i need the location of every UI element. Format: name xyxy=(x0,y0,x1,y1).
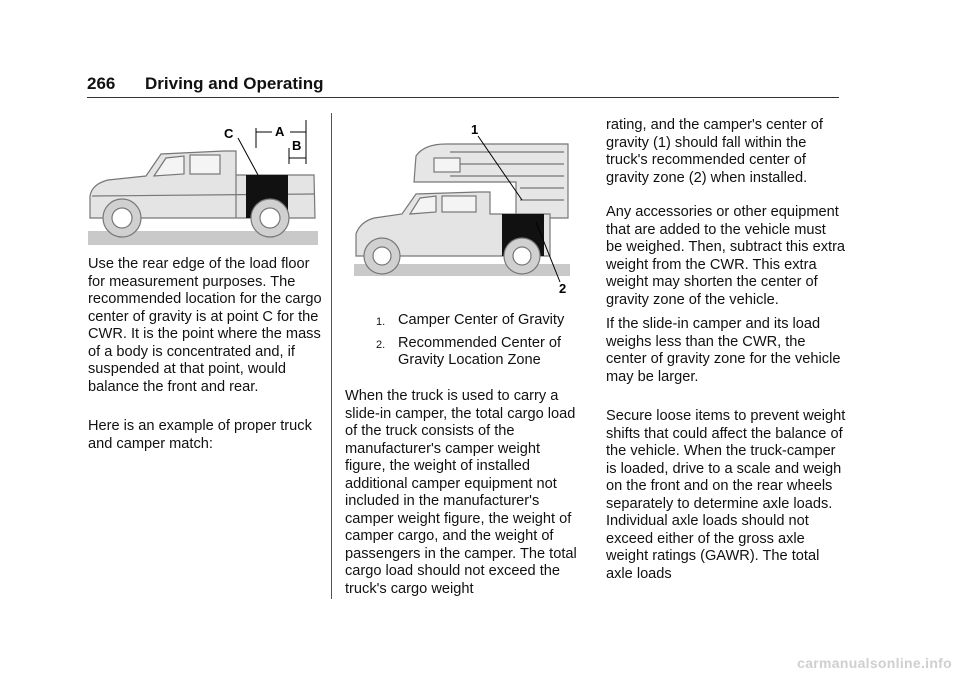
legend-item-2 xyxy=(370,335,585,370)
label-2: 2 xyxy=(559,281,567,294)
paragraph-total-cargo: When the truck is used to carry a slide-in camper, the total cargo load of the truck consists of the manufacturer's camper weight figure, the weight of installed additional camper equipment not included in the manufacturer's camper weight figure, the weight of camper cargo, and the weight of passengers in the camper. The total cargo load should not exceed the truck's cargo weight xyxy=(345,388,577,597)
paragraph-lighter-camper: If the slide-in camper and its load weighs less than the CWR, the center of gravity zone for the vehicle may be larger. xyxy=(606,316,841,385)
watermark[interactable]: carmanualsonline.info xyxy=(797,655,952,671)
label-1: 1 xyxy=(471,122,479,137)
legend-number: 2. xyxy=(376,338,386,351)
label-a: A xyxy=(275,124,285,139)
truck-camper-diagram xyxy=(350,122,582,294)
paragraph-secure-items: Secure loose items to prevent weight shifts that could affect the balance of the vehicle. When the truck-camper is loaded, drive to a scale and weigh on the front and on the rear wheels separately to determine axle loads. Individual axle loads should not exceed either of the gross axle weight ratings (GAWR). The total axle loads xyxy=(606,408,846,582)
legend-text: Camper Center of Gravity xyxy=(398,312,565,328)
legend-item-1 xyxy=(370,312,585,330)
page-header xyxy=(87,70,839,100)
legend-number: 1. xyxy=(376,316,386,328)
pickup-truck-drawing xyxy=(90,151,315,237)
column-divider xyxy=(331,113,332,599)
figure-legend-list xyxy=(370,312,585,375)
label-c: C xyxy=(224,126,234,141)
truck-cargo-diagram xyxy=(86,118,320,250)
header-rule xyxy=(87,97,839,98)
paragraph-example-intro: Here is an example of proper truck and camper match: xyxy=(88,418,312,452)
section-title: Driving and Operating xyxy=(145,74,324,93)
label-b: B xyxy=(292,138,302,153)
paragraph-cog-rating: rating, and the camper's center of gravity (1) should fall within the truck's recommended center of gravity zone (2) when installed. xyxy=(606,117,823,186)
legend-text: Recommended Center of Gravity Location Zone xyxy=(398,334,562,368)
paragraph-accessories: Any accessories or other equipment that are added to the vehicle must be weighed. Then, subtract this extra weight from the CWR. This extra weight may shorten the center of gravity zone of the vehicle. xyxy=(606,204,846,308)
page-number: 266 xyxy=(87,74,116,93)
paragraph-cargo-center: Use the rear edge of the load floor for measurement purposes. The recommended location for the cargo center of gravity is at point C for the CWR. It is the point where the mass of a body is concentrated and, if suspended at that point, would balance the front and rear. xyxy=(88,256,322,395)
